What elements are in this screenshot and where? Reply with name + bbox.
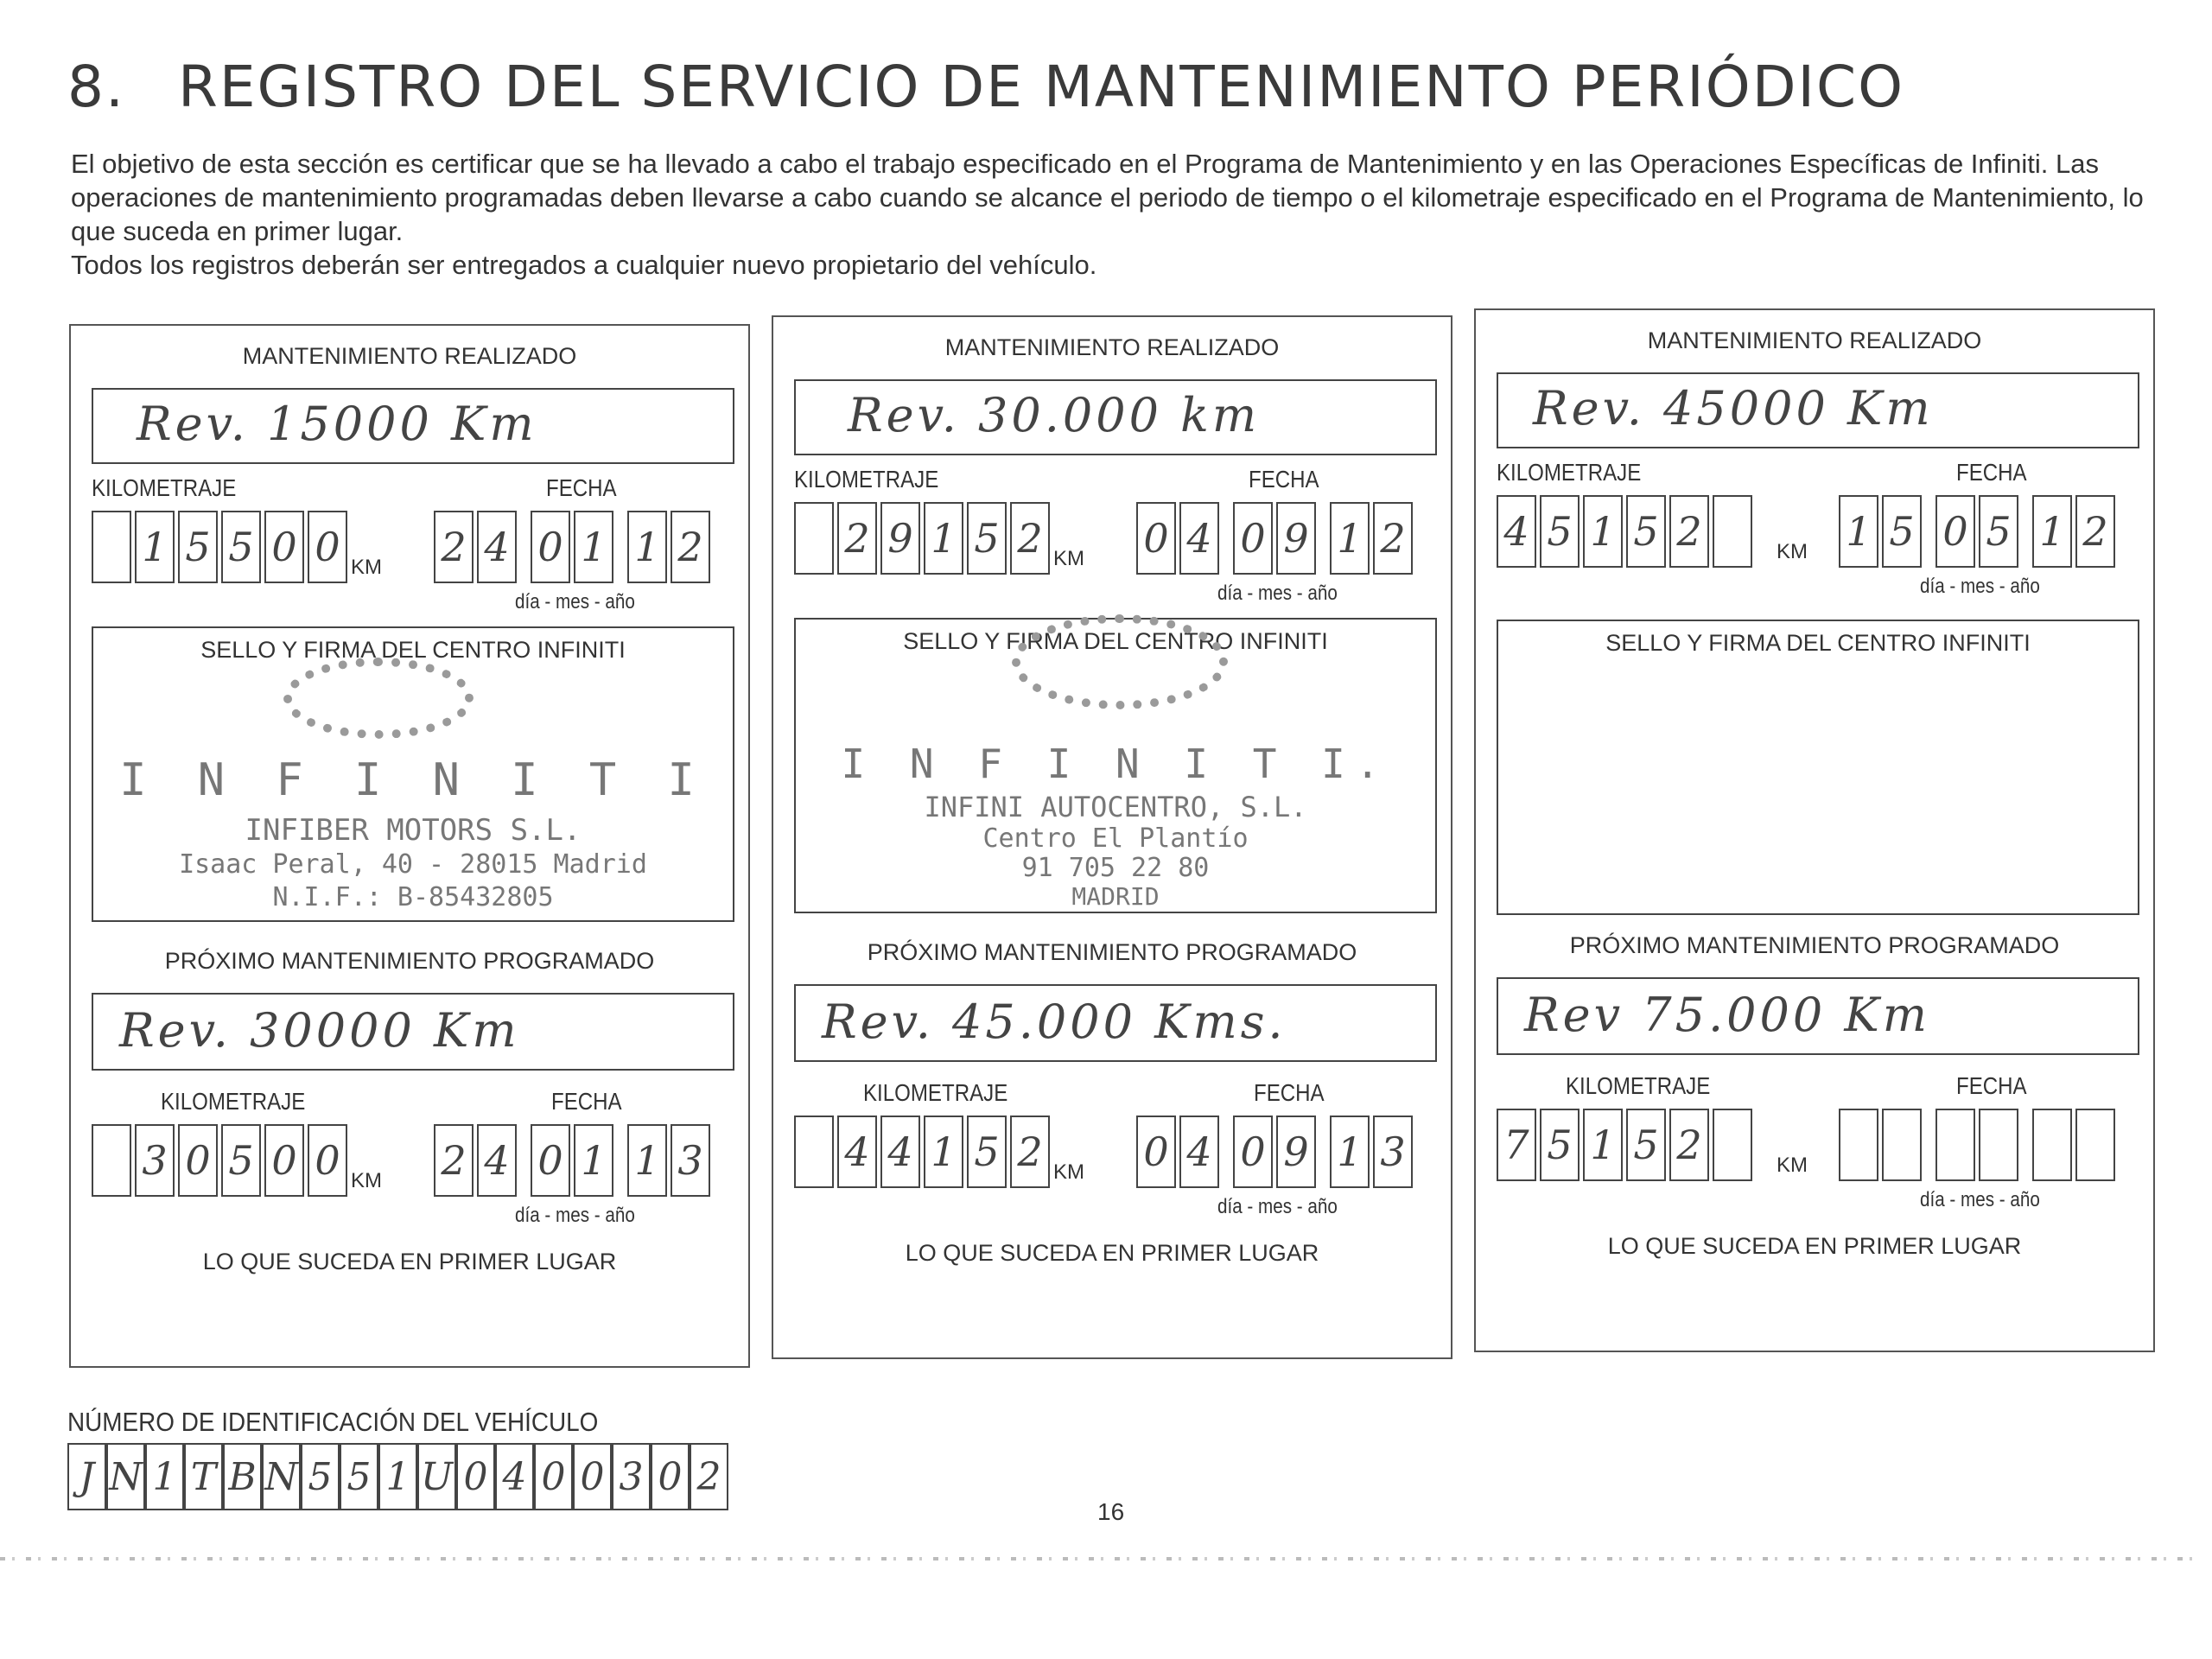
km-digit[interactable]: 2 bbox=[1010, 1116, 1050, 1188]
service-panel-1 bbox=[69, 324, 750, 1368]
vin-char[interactable]: N bbox=[262, 1443, 301, 1510]
vin-char[interactable]: 5 bbox=[340, 1443, 378, 1510]
km-digit[interactable]: 5 bbox=[1626, 495, 1666, 568]
next-date-digits[interactable] bbox=[1136, 1116, 1416, 1188]
km-unit: KM bbox=[351, 556, 382, 579]
stamp-line: N.I.F.: B-85432805 bbox=[272, 882, 554, 912]
vin-boxes[interactable] bbox=[67, 1443, 728, 1510]
done-service-text: Rev. 30.000 km bbox=[848, 388, 1261, 442]
vin-char[interactable]: 1 bbox=[378, 1443, 417, 1510]
done-date-digits[interactable] bbox=[1839, 495, 2119, 568]
proximo-heading: PRÓXIMO MANTENIMIENTO PROGRAMADO bbox=[1569, 932, 2060, 958]
km-digit[interactable] bbox=[1713, 1109, 1752, 1181]
kilometraje-label: KILOMETRAJE bbox=[863, 1079, 1008, 1106]
stamp-heading: SELLO Y FIRMA DEL CENTRO INFINITI bbox=[1605, 630, 2031, 656]
done-service-text: Rev. 45000 Km bbox=[1533, 381, 1934, 435]
km-digit[interactable]: 2 bbox=[837, 502, 877, 575]
fecha-label: FECHA bbox=[1254, 1079, 1325, 1106]
proximo-heading: PRÓXIMO MANTENIMIENTO PROGRAMADO bbox=[867, 939, 1357, 965]
km-digit[interactable] bbox=[92, 1124, 131, 1197]
km-digit[interactable]: 5 bbox=[178, 511, 218, 583]
kilometraje-label: KILOMETRAJE bbox=[1497, 459, 1642, 486]
fecha-label: FECHA bbox=[1956, 1072, 2027, 1099]
date-digit[interactable]: 2 bbox=[2075, 495, 2115, 568]
kilometraje-label: KILOMETRAJE bbox=[92, 474, 237, 501]
vin-char[interactable]: 4 bbox=[495, 1443, 534, 1510]
kilometraje-label: KILOMETRAJE bbox=[794, 466, 939, 493]
service-panel-3 bbox=[1474, 308, 2155, 1352]
next-km-digits[interactable] bbox=[1497, 1109, 1756, 1181]
km-digit[interactable]: 9 bbox=[880, 502, 920, 575]
done-date-digits[interactable] bbox=[434, 511, 714, 583]
km-unit: KM bbox=[351, 1169, 382, 1192]
date-digit[interactable]: 4 bbox=[477, 1124, 517, 1197]
km-digit[interactable]: 2 bbox=[1669, 495, 1709, 568]
realizado-heading: MANTENIMIENTO REALIZADO bbox=[944, 334, 1280, 360]
km-digit[interactable]: 3 bbox=[135, 1124, 175, 1197]
page-number: 16 bbox=[1097, 1498, 1125, 1525]
next-km-digits[interactable] bbox=[92, 1124, 351, 1197]
km-digit[interactable]: 5 bbox=[221, 511, 261, 583]
km-digit[interactable]: 1 bbox=[135, 511, 175, 583]
km-digit[interactable]: 4 bbox=[880, 1116, 920, 1188]
date-digit[interactable] bbox=[1882, 1109, 1922, 1181]
date-digit[interactable]: 0 bbox=[531, 1124, 570, 1197]
date-digit[interactable]: 1 bbox=[574, 1124, 613, 1197]
date-format-hint: día - mes - año bbox=[1920, 1188, 2040, 1211]
km-digit[interactable]: 4 bbox=[837, 1116, 877, 1188]
date-digit[interactable]: 0 bbox=[1233, 1116, 1273, 1188]
next-service-field[interactable] bbox=[1497, 977, 2139, 1055]
stamp-area bbox=[92, 626, 734, 922]
next-date-digits[interactable] bbox=[1839, 1109, 2119, 1181]
stamp-line: Isaac Peral, 40 - 28015 Madrid bbox=[179, 849, 647, 880]
km-digit[interactable]: 0 bbox=[264, 511, 304, 583]
stamp-line: MADRID bbox=[1071, 882, 1160, 911]
km-digit[interactable]: 5 bbox=[1626, 1109, 1666, 1181]
vin-char[interactable]: 5 bbox=[301, 1443, 340, 1510]
km-unit: KM bbox=[1053, 547, 1084, 570]
date-digit[interactable]: 2 bbox=[671, 511, 710, 583]
next-km-digits[interactable] bbox=[794, 1116, 1053, 1188]
done-service-text: Rev. 15000 Km bbox=[137, 397, 537, 451]
km-unit: KM bbox=[1053, 1160, 1084, 1184]
date-digit[interactable] bbox=[1979, 1109, 2018, 1181]
stamp-area bbox=[1497, 620, 2139, 915]
vin-char[interactable]: B bbox=[223, 1443, 262, 1510]
primer-lugar-note: LO QUE SUCEDA EN PRIMER LUGAR bbox=[905, 1240, 1319, 1266]
date-digit[interactable]: 0 bbox=[531, 511, 570, 583]
infiniti-logo-icon bbox=[1012, 614, 1228, 709]
realizado-heading: MANTENIMIENTO REALIZADO bbox=[1647, 327, 1982, 353]
stamp-line: 91 705 22 80 bbox=[1021, 853, 1210, 883]
date-digit[interactable] bbox=[1936, 1109, 1975, 1181]
date-digit[interactable]: 1 bbox=[2032, 495, 2072, 568]
date-digit[interactable]: 4 bbox=[1179, 1116, 1219, 1188]
date-digit[interactable]: 3 bbox=[1373, 1116, 1413, 1188]
infiniti-logo-icon bbox=[283, 658, 474, 739]
done-km-digits[interactable] bbox=[1497, 495, 1756, 568]
km-digit[interactable]: 1 bbox=[924, 1116, 963, 1188]
km-digit[interactable] bbox=[794, 1116, 834, 1188]
done-service-field[interactable] bbox=[92, 388, 734, 464]
done-km-digits[interactable] bbox=[794, 502, 1053, 575]
next-service-text: Rev. 45.000 Kms. bbox=[822, 995, 1287, 1049]
km-digit[interactable]: 4 bbox=[1497, 495, 1536, 568]
stamp-heading: SELLO Y FIRMA DEL CENTRO INFINITI bbox=[200, 637, 626, 663]
primer-lugar-note: LO QUE SUCEDA EN PRIMER LUGAR bbox=[1607, 1233, 2022, 1259]
date-format-hint: día - mes - año bbox=[515, 590, 635, 613]
date-digit[interactable]: 3 bbox=[671, 1124, 710, 1197]
km-digit[interactable]: 5 bbox=[1540, 495, 1580, 568]
stamp-area bbox=[794, 618, 1437, 913]
fecha-label: FECHA bbox=[1956, 459, 2027, 486]
date-digit[interactable]: 5 bbox=[1882, 495, 1922, 568]
section-title: REGISTRO DEL SERVICIO DE MANTENIMIENTO PERIÓDICO bbox=[178, 54, 1905, 120]
km-unit: KM bbox=[1777, 540, 1808, 563]
date-digit[interactable]: 1 bbox=[627, 511, 667, 583]
stamp-line: INFIBER MOTORS S.L. bbox=[245, 813, 582, 848]
vin-char[interactable]: N bbox=[106, 1443, 145, 1510]
km-digit[interactable]: 1 bbox=[924, 502, 963, 575]
date-digit[interactable]: 9 bbox=[1276, 502, 1316, 575]
date-digit[interactable]: 2 bbox=[434, 511, 474, 583]
date-digit[interactable]: 0 bbox=[1936, 495, 1975, 568]
stamp-line: Centro El Plantío bbox=[982, 823, 1249, 854]
next-service-field[interactable] bbox=[92, 993, 734, 1071]
vin-char[interactable]: U bbox=[417, 1443, 456, 1510]
km-unit: KM bbox=[1777, 1154, 1808, 1177]
vin-char[interactable]: 1 bbox=[145, 1443, 184, 1510]
fecha-label: FECHA bbox=[1249, 466, 1319, 493]
date-format-hint: día - mes - año bbox=[1217, 582, 1338, 605]
fecha-label: FECHA bbox=[551, 1088, 622, 1115]
km-digit[interactable] bbox=[92, 511, 131, 583]
km-digit[interactable] bbox=[1713, 495, 1752, 568]
intro-paragraph: El objetivo de esta sección es certificar que se ha llevado a cabo el trabajo especificado en el Programa de Mantenimiento y en las Operaciones Específicas de Infiniti. Las operaciones de mantenimiento programadas deben llevarse a cabo cuando se alcance el periodo de tiempo o el kilometraje especificado en el Programa de Mantenimiento, lo que suceda en primer lugar. bbox=[71, 149, 2144, 246]
next-service-text: Rev. 30000 Km bbox=[119, 1003, 520, 1058]
date-digit[interactable]: 1 bbox=[574, 511, 613, 583]
km-digit[interactable]: 0 bbox=[308, 1124, 347, 1197]
next-service-field[interactable] bbox=[794, 984, 1437, 1062]
page-title bbox=[67, 54, 1904, 120]
primer-lugar-note: LO QUE SUCEDA EN PRIMER LUGAR bbox=[202, 1249, 617, 1274]
intro-text bbox=[71, 147, 2162, 282]
kilometraje-label: KILOMETRAJE bbox=[1566, 1072, 1711, 1099]
date-digit[interactable]: 1 bbox=[1330, 1116, 1370, 1188]
vin-char[interactable]: 0 bbox=[456, 1443, 495, 1510]
done-service-field[interactable] bbox=[794, 379, 1437, 455]
date-digit[interactable]: 5 bbox=[1979, 495, 2018, 568]
date-digit[interactable] bbox=[2032, 1109, 2072, 1181]
service-panel-2 bbox=[772, 315, 1452, 1359]
km-digit[interactable]: 0 bbox=[308, 511, 347, 583]
date-format-hint: día - mes - año bbox=[1920, 575, 2040, 598]
date-digit[interactable]: 4 bbox=[477, 511, 517, 583]
date-format-hint: día - mes - año bbox=[515, 1204, 635, 1227]
done-date-digits[interactable] bbox=[1136, 502, 1416, 575]
km-digit[interactable]: 2 bbox=[1010, 502, 1050, 575]
vin-char[interactable]: 0 bbox=[651, 1443, 690, 1510]
date-digit[interactable] bbox=[1839, 1109, 1878, 1181]
proximo-heading: PRÓXIMO MANTENIMIENTO PROGRAMADO bbox=[164, 948, 655, 974]
km-digit[interactable]: 5 bbox=[1540, 1109, 1580, 1181]
date-digit[interactable]: 2 bbox=[434, 1124, 474, 1197]
vin-char[interactable]: J bbox=[67, 1443, 106, 1510]
vin-char[interactable]: T bbox=[184, 1443, 223, 1510]
next-service-text: Rev 75.000 Km bbox=[1524, 988, 1930, 1042]
vin-char[interactable]: 2 bbox=[690, 1443, 728, 1510]
vin-char[interactable]: 0 bbox=[534, 1443, 573, 1510]
intro-paragraph: Todos los registros deberán ser entregados a cualquier nuevo propietario del vehículo. bbox=[71, 250, 1097, 280]
date-digit[interactable]: 0 bbox=[1136, 1116, 1176, 1188]
km-digit[interactable]: 7 bbox=[1497, 1109, 1536, 1181]
km-digit[interactable]: 1 bbox=[1583, 495, 1623, 568]
date-digit[interactable]: 4 bbox=[1179, 502, 1219, 575]
date-digit[interactable]: 1 bbox=[627, 1124, 667, 1197]
date-digit[interactable]: 0 bbox=[1233, 502, 1273, 575]
stamp-line: INFINI AUTOCENTRO, S.L. bbox=[924, 791, 1307, 823]
stamp-heading: SELLO Y FIRMA DEL CENTRO INFINITI bbox=[903, 628, 1328, 654]
date-digit[interactable] bbox=[2075, 1109, 2115, 1181]
done-km-digits[interactable] bbox=[92, 511, 351, 583]
vin-char[interactable]: 3 bbox=[612, 1443, 651, 1510]
km-digit[interactable]: 1 bbox=[1583, 1109, 1623, 1181]
section-number: 8. bbox=[67, 54, 125, 120]
km-digit[interactable]: 2 bbox=[1669, 1109, 1709, 1181]
date-digit[interactable]: 1 bbox=[1330, 502, 1370, 575]
stamp-brand: I N F I N I T I bbox=[119, 754, 707, 806]
kilometraje-label: KILOMETRAJE bbox=[161, 1088, 306, 1115]
next-date-digits[interactable] bbox=[434, 1124, 714, 1197]
km-digit[interactable]: 5 bbox=[967, 1116, 1007, 1188]
realizado-heading: MANTENIMIENTO REALIZADO bbox=[242, 343, 577, 369]
vin-char[interactable]: 0 bbox=[573, 1443, 612, 1510]
date-digit[interactable]: 9 bbox=[1276, 1116, 1316, 1188]
km-digit[interactable]: 5 bbox=[967, 502, 1007, 575]
date-digit[interactable]: 2 bbox=[1373, 502, 1413, 575]
fecha-label: FECHA bbox=[546, 474, 617, 501]
date-digit[interactable]: 1 bbox=[1839, 495, 1878, 568]
date-format-hint: día - mes - año bbox=[1217, 1195, 1338, 1218]
km-digit[interactable]: 0 bbox=[178, 1124, 218, 1197]
km-digit[interactable]: 0 bbox=[264, 1124, 304, 1197]
km-digit[interactable] bbox=[794, 502, 834, 575]
date-digit[interactable]: 0 bbox=[1136, 502, 1176, 575]
scan-noise-divider bbox=[0, 1557, 2195, 1560]
done-service-field[interactable] bbox=[1497, 372, 2139, 448]
stamp-brand: I N F I N I T I. bbox=[841, 741, 1390, 787]
vin-label: NÚMERO DE IDENTIFICACIÓN DEL VEHÍCULO bbox=[67, 1407, 599, 1437]
km-digit[interactable]: 5 bbox=[221, 1124, 261, 1197]
